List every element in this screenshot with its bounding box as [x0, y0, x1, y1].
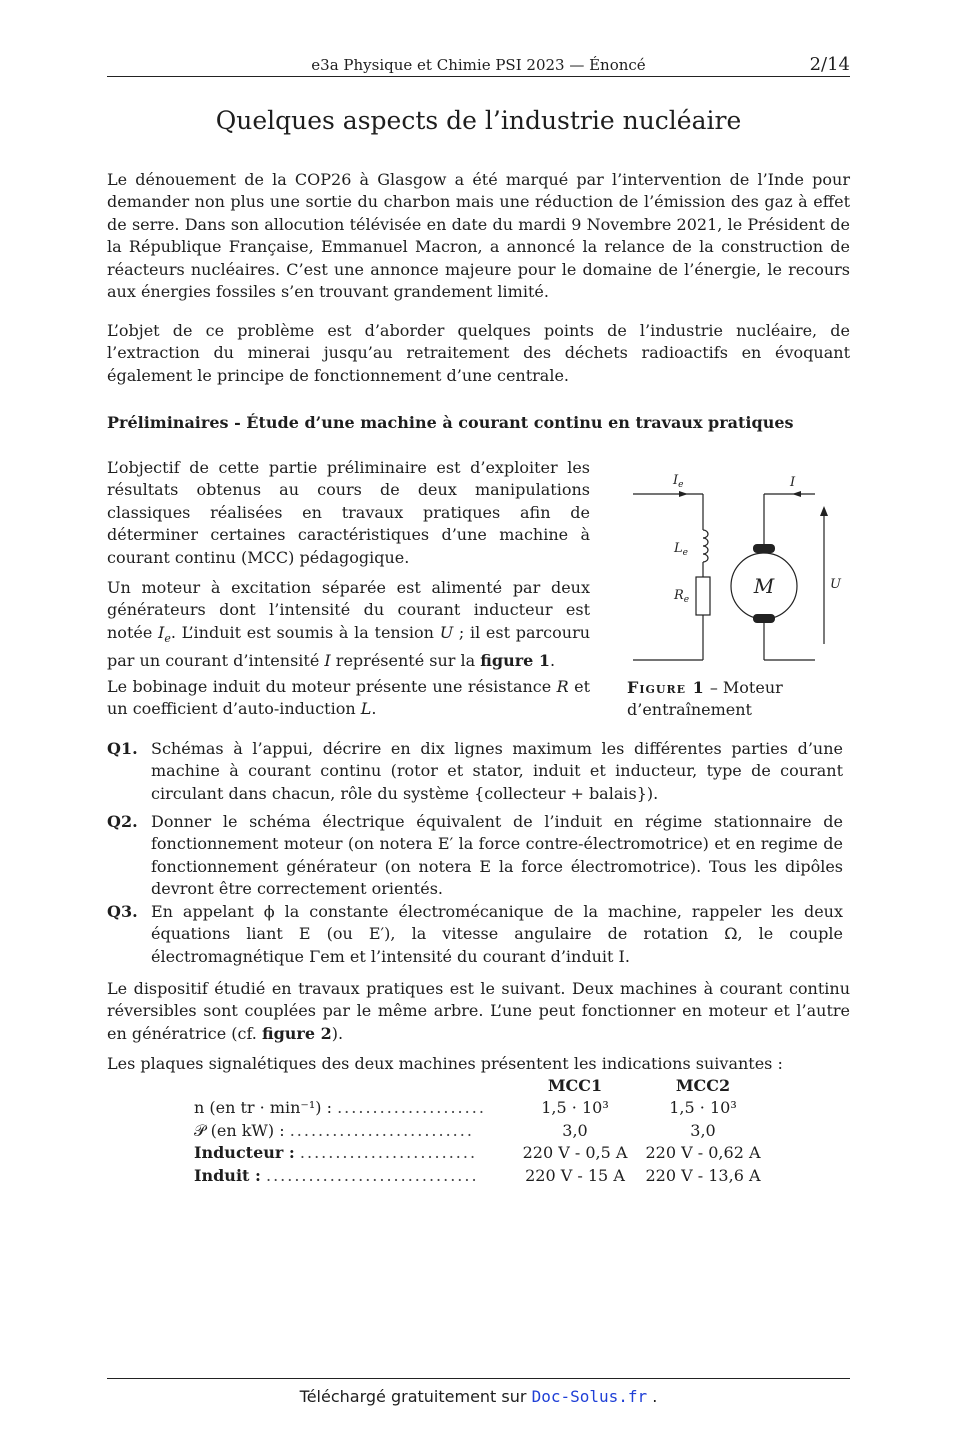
row-label: Inducteur :: [194, 1143, 295, 1163]
figure-1-caption: Figure 1 – Moteur d’entraînement: [627, 678, 783, 720]
cell-mcc2: 3,0: [690, 1120, 716, 1140]
row-label: 𝒫 (en kW) :: [194, 1120, 285, 1140]
arrow-u-icon: [820, 506, 828, 516]
table-row: Inducteur : ......................... 220 V - 0,5 A 220 V - 0,62 A: [194, 1142, 767, 1164]
motor-symbol: M: [753, 574, 775, 598]
cell-mcc2: 220 V - 0,62 A: [645, 1143, 761, 1163]
cell-mcc1: 220 V - 15 A: [525, 1165, 625, 1185]
label-I: I: [790, 475, 796, 490]
cell-mcc1: 220 V - 0,5 A: [522, 1143, 628, 1163]
label-Re: R: [674, 588, 684, 603]
table-row: Induit : .............................. 220 V - 15 A 220 V - 13,6 A: [194, 1165, 767, 1187]
intro-paragraph-2: L’objet de ce problème est d’aborder quelques points de l’industrie nucléaire, de l’extraction du minerai jusqu’au retraitement des déchets radioactifs en évoquant également le principe de fonctionnement d’une centrale.: [107, 321, 850, 385]
label-Ie: I: [673, 473, 679, 488]
table-header-row: [194, 1075, 767, 1097]
dispositif-paragraph: Le dispositif étudié en travaux pratiques est le suivant. Deux machines à courant continu réversibles sont couplées par le même arbre. L’une peut fonctionner en moteur et l’autre en génératrice (cf. figure 2).: [107, 979, 850, 1043]
cell-mcc2: 220 V - 13,6 A: [645, 1165, 761, 1185]
svg-text:Re: $R_e$: [674, 588, 690, 605]
arrow-i-icon: [792, 491, 801, 497]
arrow-ie-icon: [679, 491, 688, 497]
row-label: n (en tr · min⁻¹) :: [194, 1098, 332, 1118]
brush-bottom: [753, 614, 775, 623]
nameplate-table: [194, 1075, 767, 1187]
question-q1: Q1. Schémas à l’appui, décrire en dix lignes maximum les différentes parties d’une machine à courant continu (rotor et stator, induit et inducteur, type de courant circulant dans chacun, rôle du système {collecteur + balais}).: [107, 739, 843, 803]
column-header-mcc1: MCC1: [547, 1076, 603, 1095]
document-title: Quelques aspects de l’industrie nucléaire: [215, 106, 742, 135]
plaques-paragraph: Les plaques signalétiques des deux machines présentent les indications suivantes :: [107, 1054, 783, 1073]
prelim-paragraph-1: L’objectif de cette partie préliminaire est d’exploiter les résultats obtenus au cours de deux manipulations classiques réalisées en travaux pratiques afin de déterminer certaines caractéristiques d’une machine à courant continu (MCC) pédagogique.: [107, 458, 590, 567]
section-heading: Préliminaires - Étude d’une machine à courant continu en travaux pratiques: [107, 413, 794, 432]
intro-paragraph-1: Le dénouement de la COP26 à Glasgow a été marqué par l’intervention de l’Inde pour demander non plus une sortie du charbon mais une réduction de l’émission des gaz à effet de serre. Dans son allocution télévisée en date du mardi 9 Novembre 2021, le Président de la République Française, Emmanuel Macron, a annoncé la relance de la construction de réacteurs nucléaires. C’est une annonce majeure pour le domaine de l’énergie, le recours aux énergies fossiles s’en trouvant grandement limité.: [107, 170, 850, 302]
page-footer: Téléchargé gratuitement sur Doc-Solus.fr .: [107, 1378, 850, 1406]
cell-mcc1: 1,5 · 10³: [541, 1098, 609, 1118]
cell-mcc2: 1,5 · 10³: [669, 1098, 737, 1118]
row-label: Induit :: [194, 1165, 261, 1185]
question-q3: Q3. En appelant ϕ la constante électromécanique de la machine, rappeler les deux équations liant E (ou E′), la vitesse angulaire de rotation Ω, le couple électromagnétique Γem et l’intensité du courant d’induit I.: [107, 902, 843, 966]
page-header: [107, 54, 850, 77]
page-number: 2/14: [809, 54, 850, 75]
prelim-paragraph-3: Le bobinage induit du moteur présente une résistance R et un coefficient d’auto-induction L.: [107, 677, 591, 719]
table-row: 𝒫 (en kW) : .......................... 3,0 3,0: [194, 1120, 767, 1142]
label-Le: L: [674, 541, 683, 556]
cell-mcc1: 3,0: [562, 1120, 588, 1140]
svg-text:Ie: $I_e$: [673, 473, 684, 490]
motor-circuit-diagram: [627, 464, 850, 669]
label-U: U: [830, 577, 841, 592]
question-q2: Q2. Donner le schéma électrique équivalent de l’induit en régime stationnaire de fonctionnement moteur (on notera E′ la force contre-électromotrice) et en regime de fonctionnement générateur (on notera E la force électromotrice). Tous les dipôles devront être correctement orientés.: [107, 812, 843, 899]
svg-text:Le: $L_e$: [674, 541, 688, 558]
doc-solus-link[interactable]: Doc-Solus.fr: [531, 1387, 648, 1406]
document-page: [107, 0, 850, 1441]
prelim-paragraph-2: Un moteur à excitation séparée est alimenté par deux générateurs dont l’intensité du courant inducteur est notée $I_e$. L’induit est soumis à la tension U ; il est parcouru par un courant d’intensité I représenté sur la figure 1.: [107, 578, 591, 671]
footer-text: Téléchargé gratuitement sur: [299, 1387, 532, 1406]
column-header-mcc2: MCC2: [675, 1076, 731, 1095]
brush-top: [753, 544, 775, 553]
table-row: n (en tr · min⁻¹) : ..................... 1,5 · 10³ 1,5 · 10³: [194, 1097, 767, 1119]
header-title: e3a Physique et Chimie PSI 2023 — Énoncé: [311, 56, 646, 74]
